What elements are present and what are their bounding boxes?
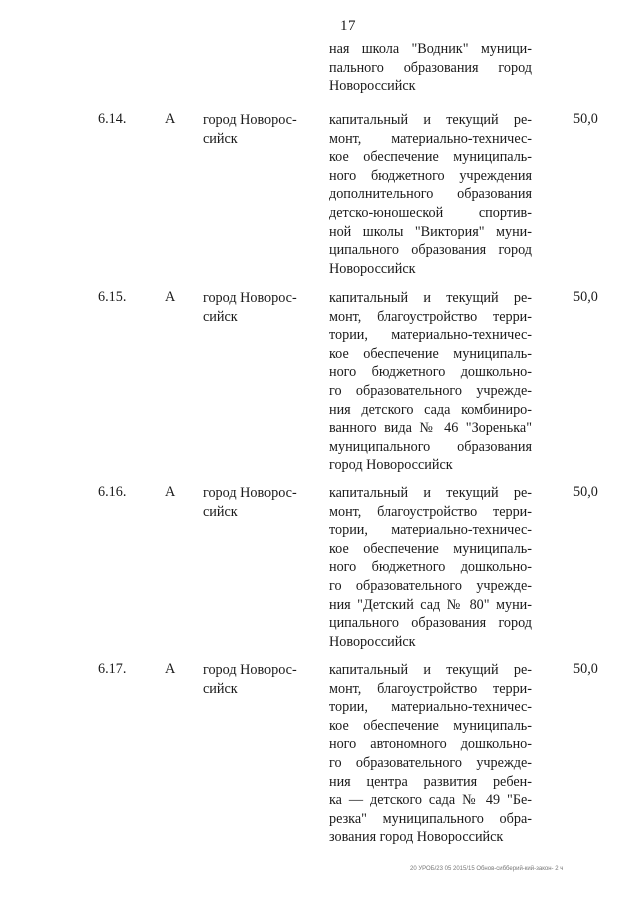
description-line: ка — детского сада № 49 "Бе- xyxy=(329,792,532,809)
item-category: А xyxy=(165,484,176,500)
description-line: ния "Детский сад № 80" муни- xyxy=(329,596,532,613)
item-description xyxy=(329,661,532,847)
description-line: ципального образования город xyxy=(329,242,532,259)
description-line: ная школа "Водник" муници- xyxy=(329,41,532,57)
continuation-description xyxy=(329,40,532,96)
description-line: ципального образования город xyxy=(329,615,532,632)
description-line: капитальный и текущий ре- xyxy=(329,112,532,128)
item-category: А xyxy=(165,111,176,127)
description-line: тории, материально-техничес- xyxy=(329,327,532,344)
page-number: 17 xyxy=(340,18,356,34)
description-line: монт, благоустройство терри- xyxy=(329,308,532,325)
item-amount: 50,0 xyxy=(573,111,598,127)
description-line: ного бюджетного дошкольно- xyxy=(329,559,532,576)
municipality-line: город Новорос- xyxy=(203,112,297,128)
description-line: город Новороссийск xyxy=(329,457,453,474)
description-line: кое обеспечение муниципаль- xyxy=(329,345,532,362)
description-line: тории, материально-техничес- xyxy=(329,522,532,539)
description-line: ния детского сада комбиниро- xyxy=(329,401,532,418)
description-line: кое обеспечение муниципаль- xyxy=(329,540,532,557)
item-amount: 50,0 xyxy=(573,289,598,305)
description-line: кое обеспечение муниципаль- xyxy=(329,717,532,734)
municipality-line: сийск xyxy=(203,503,238,520)
item-municipality xyxy=(203,289,297,326)
item-number: 6.17. xyxy=(98,661,127,677)
item-amount: 50,0 xyxy=(573,661,598,677)
municipality-line: город Новорос- xyxy=(203,485,297,501)
document-footer: 20 УРОБ/23 05 2015/15 Обнов-сибберий-кий-закон- 2 ч xyxy=(410,866,564,872)
item-description xyxy=(329,289,532,475)
description-line: капитальный и текущий ре- xyxy=(329,662,532,678)
item-description xyxy=(329,111,532,278)
item-number: 6.16. xyxy=(98,484,127,500)
description-line: ния центра развития ребен- xyxy=(329,773,532,790)
description-line: го образовательного учрежде- xyxy=(329,754,532,771)
municipality-line: сийск xyxy=(203,130,238,147)
description-line: муниципального образования xyxy=(329,438,532,455)
item-municipality xyxy=(203,661,297,698)
description-line: зования город Новороссийск xyxy=(329,829,504,846)
description-line: монт, благоустройство терри- xyxy=(329,503,532,520)
description-line: Новороссийск xyxy=(329,78,416,95)
item-municipality xyxy=(203,484,297,521)
description-line: кое обеспечение муниципаль- xyxy=(329,149,532,166)
description-line: ного бюджетного дошкольно- xyxy=(329,364,532,381)
description-line: го образовательного учрежде- xyxy=(329,577,532,594)
description-line: ной школы "Виктория" муни- xyxy=(329,223,532,240)
description-line: Новороссийск xyxy=(329,260,416,277)
description-line: тории, материально-техничес- xyxy=(329,699,532,716)
description-line: ванного вида № 46 "Зоренька" xyxy=(329,420,532,437)
description-line: монт, благоустройство терри- xyxy=(329,680,532,697)
description-line: монт, материально-техничес- xyxy=(329,130,532,147)
description-line: го образовательного учрежде- xyxy=(329,382,532,399)
description-line: детско-юношеской спортив- xyxy=(329,204,532,221)
municipality-line: город Новорос- xyxy=(203,662,297,678)
description-line: пального образования город xyxy=(329,59,532,76)
municipality-line: сийск xyxy=(203,680,238,697)
item-category: А xyxy=(165,289,176,305)
item-number: 6.14. xyxy=(98,111,127,127)
item-amount: 50,0 xyxy=(573,484,598,500)
municipality-line: город Новорос- xyxy=(203,290,297,306)
description-line: Новороссийск xyxy=(329,633,416,650)
description-line: дополнительного образования xyxy=(329,186,532,203)
description-line: капитальный и текущий ре- xyxy=(329,290,532,306)
item-number: 6.15. xyxy=(98,289,127,305)
description-line: ного бюджетного учреждения xyxy=(329,167,532,184)
item-description xyxy=(329,484,532,651)
description-line: резка" муниципального обра- xyxy=(329,810,532,827)
municipality-line: сийск xyxy=(203,308,238,325)
description-line: капитальный и текущий ре- xyxy=(329,485,532,501)
item-municipality xyxy=(203,111,297,148)
item-category: А xyxy=(165,661,176,677)
description-line: ного автономного дошкольно- xyxy=(329,736,532,753)
